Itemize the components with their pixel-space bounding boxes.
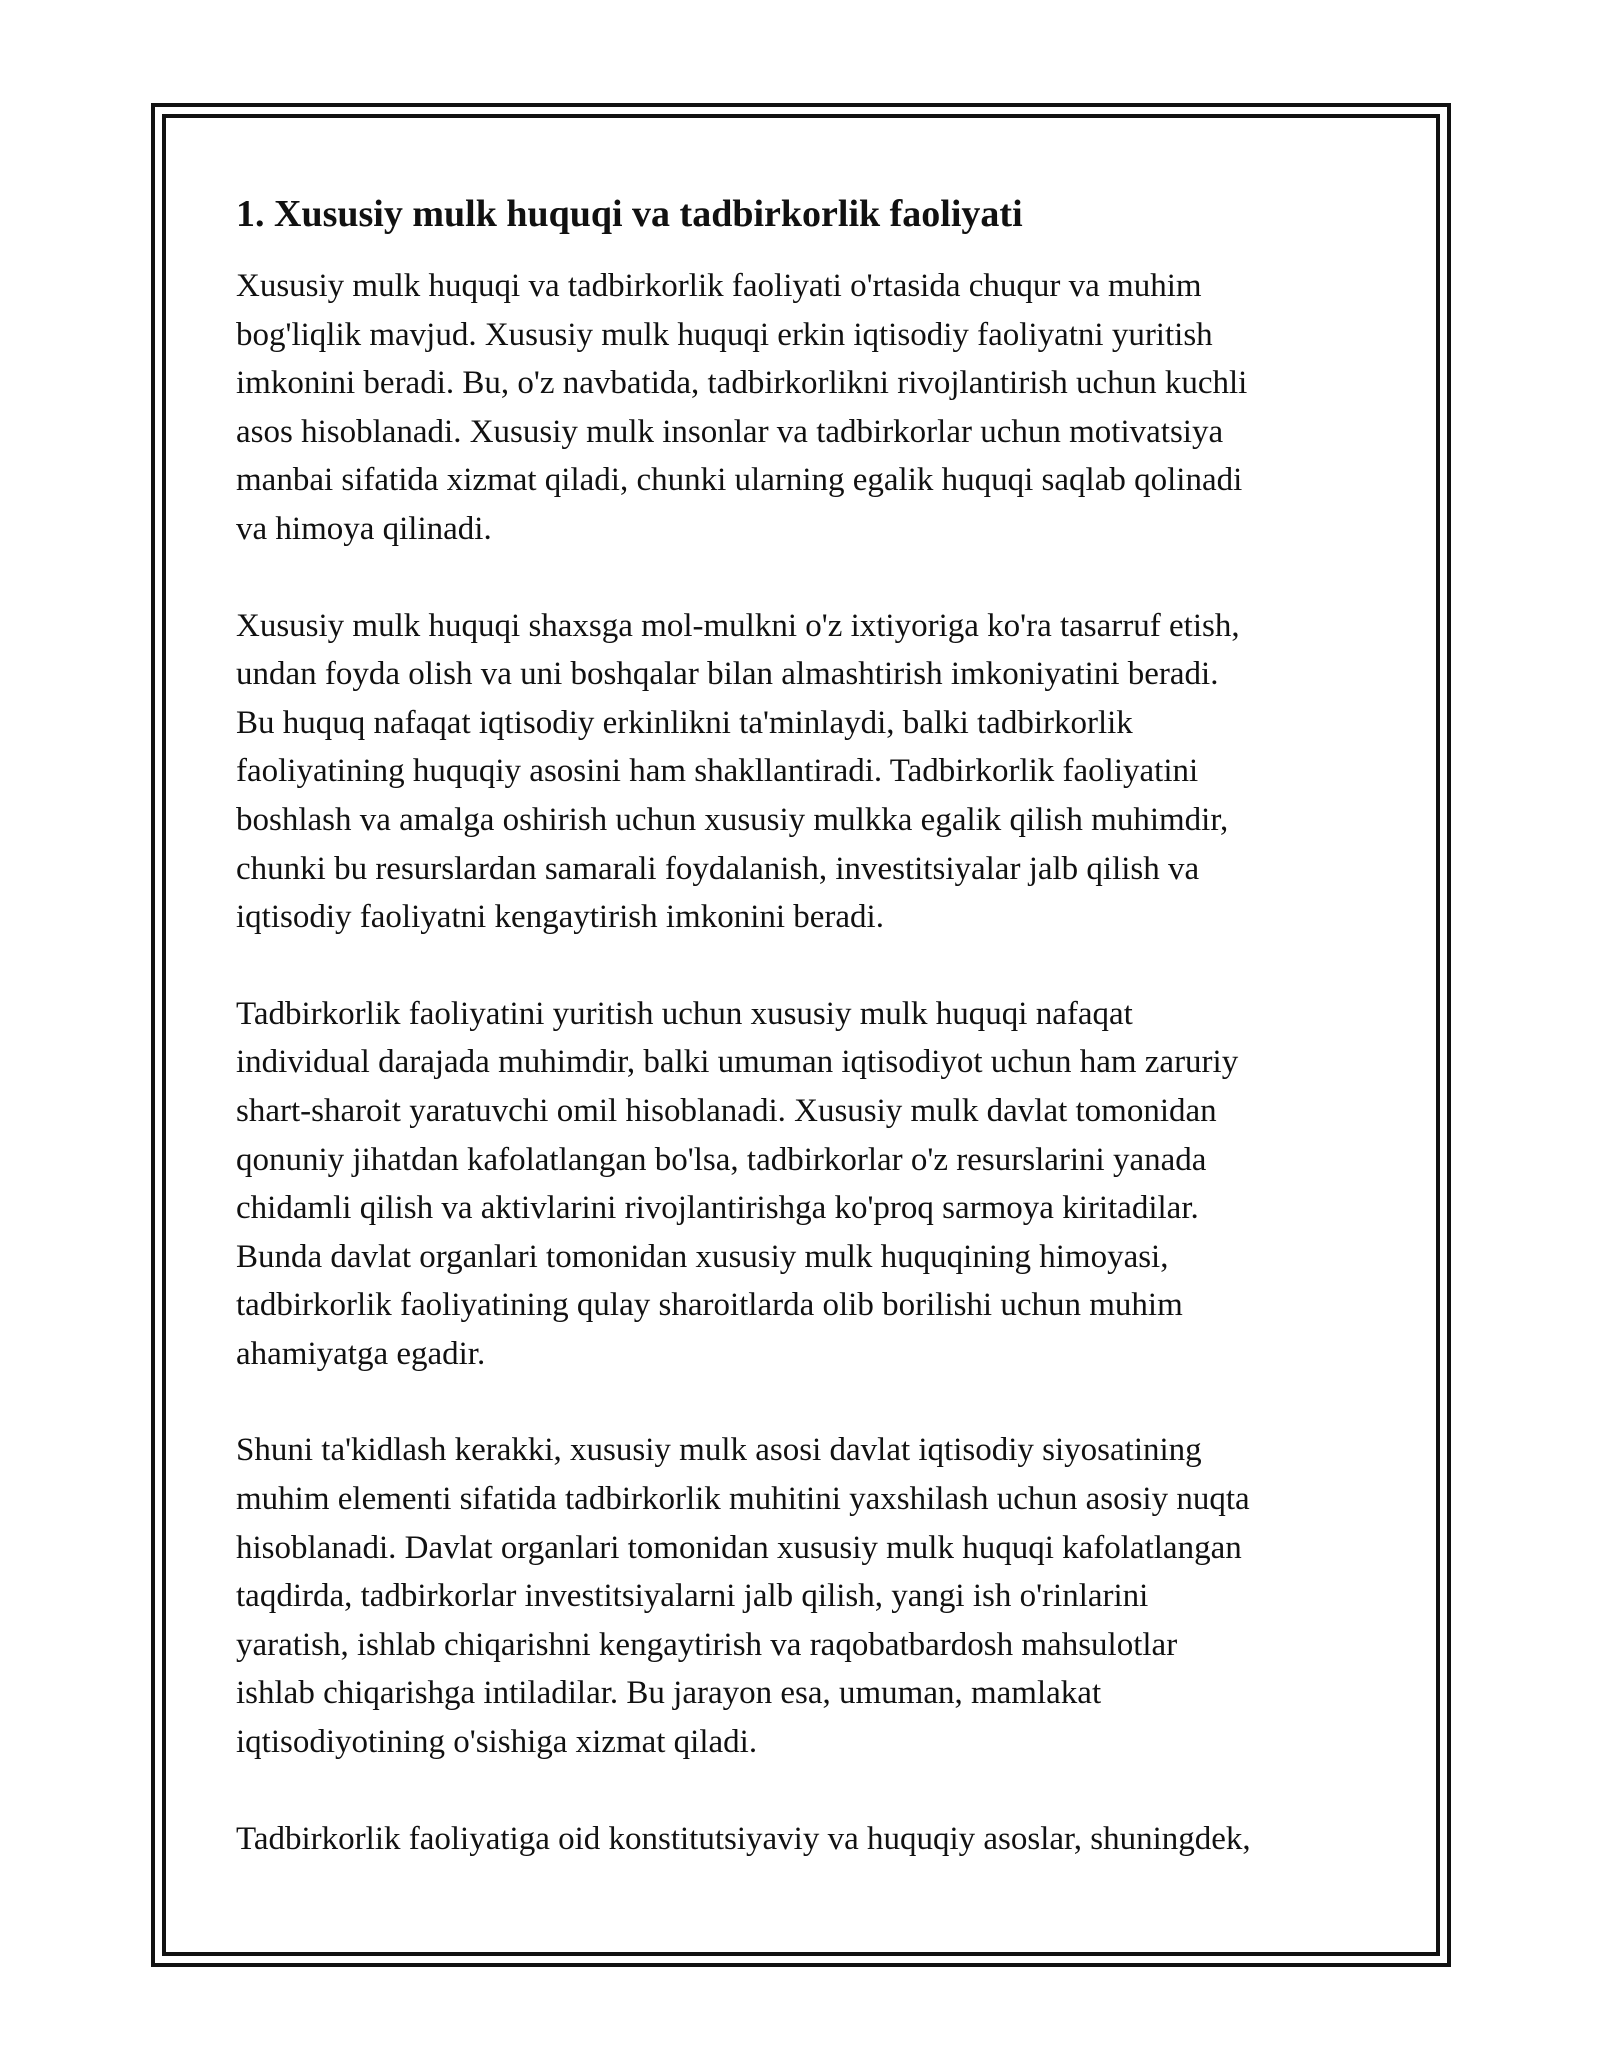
document-body [236, 190, 1386, 1911]
paragraph-4: Shuni ta'kidlash kerakki, xususiy mulk asosi davlat iqtisodiy siyosatining muhim elementi sifatida tadbirkorlik muhitini yaxshilash uchun asosiy nuqta hisoblanadi. Davlat organlari tomonidan xususiy mulk huquqi kafolatlangan taqdirda, tadbirkorlar investitsiyalarni jalb qilish, yangi ish o'rinlarini yaratish, ishlab chiqarishni kengaytirish va raqobatbardosh mahsulotlar ishlab chiqarishga intiladilar. Bu jarayon esa, umuman, mamlakat iqtisodiyotining o'sishiga xizmat qiladi. [236, 1432, 1250, 1761]
paragraph-2: Xususiy mulk huquqi shaxsga mol-mulkni o'z ixtiyoriga ko'ra tasarruf etish, undan foyda olish va uni boshqalar bilan almashtirish imkoniyatini beradi. Bu huquq nafaqat iqtisodiy erkinlikni ta'minlaydi, balki tadbirkorlik faoliyatining huquqiy asosini ham shakllantiradi. Tadbirkorlik faoliyatini boshlash va amalga oshirish uchun xususiy mulkka egalik qilish muhimdir, chunki bu resurslardan samarali foydalanish, investitsiyalar jalb qilish va iqtisodiy faoliyatni kengaytirish imkonini beradi. [236, 607, 1240, 936]
paragraph-5: Tadbirkorlik faoliyatiga oid konstitutsiyaviy va huquqiy asoslar, shuningdek, [236, 1820, 1251, 1857]
section-heading: 1. Xususiy mulk huquqi va tadbirkorlik faoliyati [236, 193, 1023, 235]
paragraph-3: Tadbirkorlik faoliyatini yuritish uchun xususiy mulk huquqi nafaqat individual darajada muhimdir, balki umuman iqtisodiyot uchun ham zaruriy shart-sharoit yaratuvchi omil hisoblanadi. Xususiy mulk davlat tomonidan qonuniy jihatdan kafolatlangan bo'lsa, tadbirkorlar o'z resurslarini yanada chidamli qilish va aktivlarini rivojlantirishga ko'proq sarmoya kiritadilar. Bunda davlat organlari tomonidan xususiy mulk huquqining himoyasi, tadbirkorlik faoliyatining qulay sharoitlarda olib borilishi uchun muhim ahamiyatga egadir. [236, 995, 1239, 1372]
paragraph-1: Xususiy mulk huquqi va tadbirkorlik faoliyati o'rtasida chuqur va muhim bog'liqlik mavjud. Xususiy mulk huquqi erkin iqtisodiy faoliyatni yuritish imkonini beradi. Bu, o'z navbatida, tadbirkorlikni rivojlantirish uchun kuchli asos hisoblanadi. Xususiy mulk insonlar va tadbirkorlar uchun motivatsiya manbai sifatida xizmat qiladi, chunki ularning egalik huquqi saqlab qolinadi va himoya qilinadi. [236, 268, 1248, 547]
